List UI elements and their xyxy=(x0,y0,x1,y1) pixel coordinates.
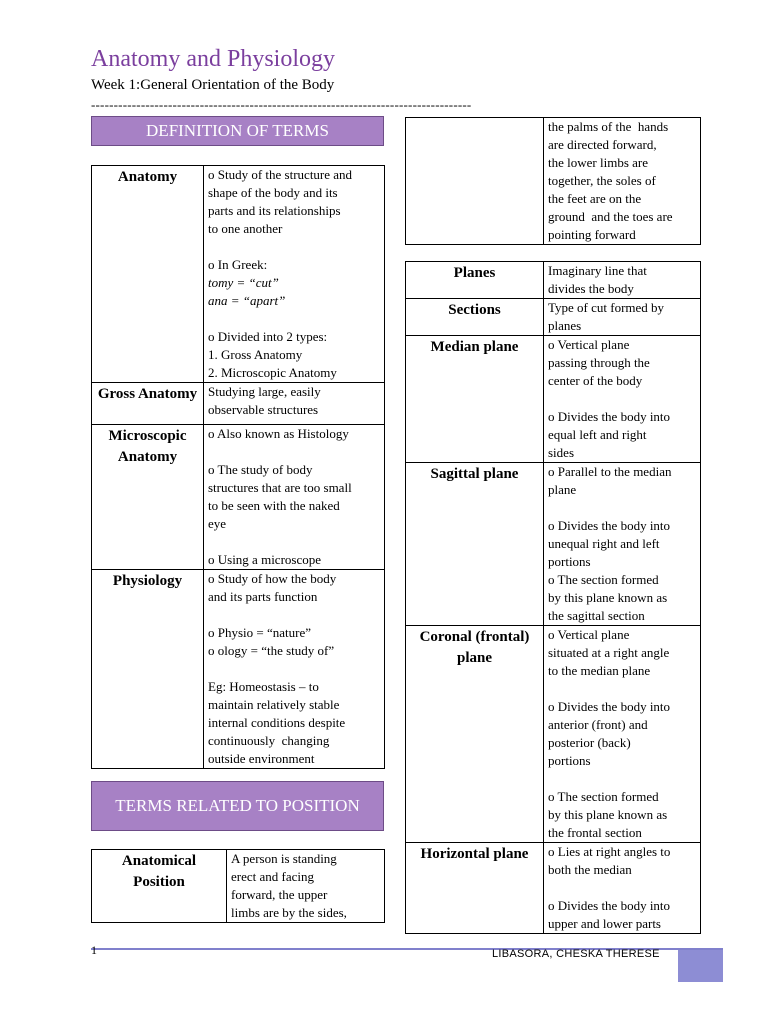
table-row xyxy=(406,336,701,463)
definition-anatomical-position xyxy=(227,850,385,923)
definition-line: parts and its relationships xyxy=(208,203,341,218)
term-planes: Planes xyxy=(406,262,544,299)
term-sections: Sections xyxy=(406,299,544,336)
definition-line: equal left and right xyxy=(548,427,647,442)
definition-line: to be seen with the naked xyxy=(208,498,340,513)
definition-line: Type of cut formed by xyxy=(548,300,665,315)
definition-line: situated at a right angle xyxy=(548,645,670,660)
definition-line: to the median plane xyxy=(548,663,651,678)
section-header-definitions: DEFINITION OF TERMS xyxy=(91,116,384,146)
definition-line: planes xyxy=(548,318,582,333)
definition-line: o The study of body xyxy=(208,462,313,477)
definition-line: shape of the body and its xyxy=(208,185,338,200)
table-row xyxy=(406,626,701,843)
section-header-position: TERMS RELATED TO POSITION xyxy=(91,781,384,831)
definition-line: together, the soles of xyxy=(548,173,656,188)
definition-horizontal-plane xyxy=(544,843,701,934)
page-subtitle: Week 1:General Orientation of the Body xyxy=(91,77,335,93)
definition-line xyxy=(548,770,696,788)
definition-line: o Divides the body into xyxy=(548,409,671,424)
definition-line: outside environment xyxy=(208,751,315,766)
definition-line: erect and facing xyxy=(231,869,315,884)
continuation-text xyxy=(544,118,701,245)
definition-line: o The section formed xyxy=(548,789,659,804)
definition-line xyxy=(548,680,696,698)
definition-line: forward, the upper xyxy=(231,887,328,902)
definition-line: sides xyxy=(548,445,574,460)
definition-line xyxy=(548,879,696,897)
table-row xyxy=(92,570,385,769)
definition-line: o Study of how the body xyxy=(208,571,337,586)
definition-median-plane xyxy=(544,336,701,463)
definition-line: the sagittal section xyxy=(548,608,645,623)
definition-anatomy xyxy=(204,166,385,383)
page-number: 1 xyxy=(91,943,97,957)
definition-line: structures that are too small xyxy=(208,480,352,495)
definition-line: pointing forward xyxy=(548,227,636,242)
term-sagittal-plane: Sagittal plane xyxy=(406,463,544,626)
definition-line: o ology = “the study of” xyxy=(208,643,335,658)
definition-physiology xyxy=(204,570,385,769)
definition-line: o Lies at right angles to xyxy=(548,844,671,859)
table-row xyxy=(406,299,701,336)
definition-line: center of the body xyxy=(548,373,643,388)
page-title: Anatomy and Physiology xyxy=(91,46,335,72)
definition-line: o Using a microscope xyxy=(208,552,322,567)
table-row xyxy=(406,843,701,934)
definition-line: o Parallel to the median xyxy=(548,464,672,479)
definition-line xyxy=(208,238,380,256)
definition-line: 1. Gross Anatomy xyxy=(208,347,303,362)
definition-line xyxy=(548,390,696,408)
definition-line: o The section formed xyxy=(548,572,659,587)
definition-line: Studying large, easily xyxy=(208,384,321,399)
definition-line: o Vertical plane xyxy=(548,627,630,642)
definition-line: passing through the xyxy=(548,355,650,370)
definition-line: Imaginary line that xyxy=(548,263,647,278)
definition-line: by this plane known as xyxy=(548,590,668,605)
definition-line: observable structures xyxy=(208,402,319,417)
dashed-divider: ------------------------------------------------------------------------------------ xyxy=(91,97,472,112)
footer-author: LIBASORA, CHESKA THERESE xyxy=(492,948,660,960)
footer-accent-box xyxy=(678,950,723,982)
definition-line: the palms of the hands xyxy=(548,119,669,134)
definition-line: eye xyxy=(208,516,227,531)
definition-line: tomy = “cut” xyxy=(208,275,279,290)
table-row xyxy=(92,425,385,570)
definition-planes xyxy=(544,262,701,299)
definition-line: are directed forward, xyxy=(548,137,657,152)
definition-line: and its parts function xyxy=(208,589,318,604)
definitions-table xyxy=(91,165,385,769)
definition-sagittal-plane xyxy=(544,463,701,626)
term-median-plane: Median plane xyxy=(406,336,544,463)
term-horizontal-plane: Horizontal plane xyxy=(406,843,544,934)
definition-line xyxy=(208,660,380,678)
definition-line: plane xyxy=(548,482,577,497)
term-anatomical-position: Anatomical Position xyxy=(92,850,227,923)
table-row xyxy=(406,463,701,626)
definition-line: ground and the toes are xyxy=(548,209,673,224)
definition-line: by this plane known as xyxy=(548,807,668,822)
definition-line: posterior (back) xyxy=(548,735,631,750)
definition-line: o Divided into 2 types: xyxy=(208,329,328,344)
term-coronal-plane: Coronal (frontal) plane xyxy=(406,626,544,843)
definition-line: divides the body xyxy=(548,281,634,296)
definition-line: maintain relatively stable xyxy=(208,697,340,712)
definition-line xyxy=(208,533,380,551)
definition-line: o Study of the structure and xyxy=(208,167,353,182)
definition-line xyxy=(548,499,696,517)
definition-line: o Vertical plane xyxy=(548,337,630,352)
definition-line: the lower limbs are xyxy=(548,155,648,170)
definition-sections xyxy=(544,299,701,336)
term-gross-anatomy: Gross Anatomy xyxy=(92,383,204,425)
table-row xyxy=(406,262,701,299)
definition-line: o Divides the body into xyxy=(548,898,671,913)
term-physiology: Physiology xyxy=(92,570,204,769)
table-row xyxy=(92,383,385,425)
definition-line: portions xyxy=(548,554,591,569)
definition-line: Eg: Homeostasis – to xyxy=(208,679,319,694)
table-row xyxy=(406,118,701,245)
definition-line xyxy=(208,310,380,328)
definition-line: o Also known as Histology xyxy=(208,426,349,441)
definition-microscopic-anatomy xyxy=(204,425,385,570)
continuation-empty-cell xyxy=(406,118,544,245)
planes-table xyxy=(405,261,701,934)
definition-line: limbs are by the sides, xyxy=(231,905,347,920)
definition-line: portions xyxy=(548,753,591,768)
definition-line: o Divides the body into xyxy=(548,699,671,714)
definition-line xyxy=(208,443,380,461)
continuation-table xyxy=(405,117,701,245)
definition-coronal-plane xyxy=(544,626,701,843)
definition-line: o Physio = “nature” xyxy=(208,625,312,640)
term-anatomy: Anatomy xyxy=(92,166,204,383)
definition-line: the feet are on the xyxy=(548,191,642,206)
table-row xyxy=(92,166,385,383)
definition-line: anterior (front) and xyxy=(548,717,648,732)
definition-line: internal conditions despite xyxy=(208,715,346,730)
term-microscopic-anatomy: Microscopic Anatomy xyxy=(92,425,204,570)
definition-line: unequal right and left xyxy=(548,536,660,551)
definition-line: o In Greek: xyxy=(208,257,268,272)
position-table xyxy=(91,849,385,923)
definition-line: continuously changing xyxy=(208,733,330,748)
definition-line: ana = “apart” xyxy=(208,293,286,308)
definition-line: 2. Microscopic Anatomy xyxy=(208,365,337,380)
definition-line: both the median xyxy=(548,862,632,877)
definition-line: o Divides the body into xyxy=(548,518,671,533)
definition-line: upper and lower parts xyxy=(548,916,661,931)
definition-line: A person is standing xyxy=(231,851,337,866)
definition-gross-anatomy xyxy=(204,383,385,425)
definition-line: the frontal section xyxy=(548,825,642,840)
definition-line xyxy=(208,606,380,624)
definition-line: to one another xyxy=(208,221,283,236)
table-row xyxy=(92,850,385,923)
